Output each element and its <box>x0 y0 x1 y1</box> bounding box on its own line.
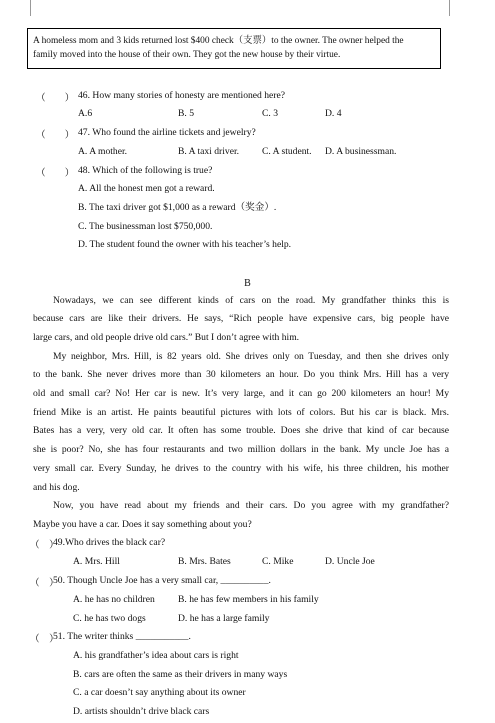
q51-option-d: D. artists shouldn’t drive black cars <box>73 706 210 717</box>
page-corner-mark-right <box>449 0 450 16</box>
q51-option-c: C. a car doesn’t say anything about its owner <box>73 687 246 698</box>
passage-line-6: old and small car? No! Her car is new. It’s very large, and it can go 200 kilometers an hour! My <box>33 388 449 399</box>
q47-option-d: D. A businessman. <box>325 146 397 157</box>
passage-line-3: large cars, and old people drive old cars.” But I don’t agree with him. <box>33 332 300 343</box>
question-49-stem: 49.Who drives the black car? <box>53 537 166 548</box>
q50-option-a: A. he has no children <box>73 594 155 605</box>
q49-option-a: A. Mrs. Hill <box>73 556 120 567</box>
passage-line-4: My neighbor, Mrs. Hill, is 82 years old. She drives only on Tuesday, and then she drives only <box>53 351 449 362</box>
passage-line-8: Bates has a very, very old car. It often has some trouble. Does she drive that kind of car because <box>33 425 449 436</box>
q46-option-d: D. 4 <box>325 108 342 119</box>
q51-option-b: B. cars are often the same as their drivers in many ways <box>73 669 288 680</box>
passage-line-1: Nowadays, we can see different kinds of cars on the road. My grandfather thinks this is <box>53 295 449 306</box>
summary-line-2: family moved into the house of their own. They got the new house by their virtue. <box>33 50 341 60</box>
q47-option-a: A. A mother. <box>78 146 128 157</box>
q48-option-c: C. The businessman lost $750,000. <box>78 221 213 232</box>
q47-option-c: C. A student. <box>262 146 312 157</box>
question-48-stem: 48. Which of the following is true? <box>78 165 213 176</box>
section-b-title: B <box>244 278 251 289</box>
q50-option-d: D. he has a large family <box>178 613 270 624</box>
passage-line-13: Maybe you have a car. Does it say something about you? <box>33 519 252 530</box>
question-46-stem: 46. How many stories of honesty are mentioned here? <box>78 90 286 101</box>
question-47-stem: 47. Who found the airline tickets and jewelry? <box>78 127 256 138</box>
answer-bracket-49[interactable]: （ ） <box>30 540 59 551</box>
passage-line-11: and his dog. <box>33 482 80 493</box>
q49-option-b: B. Mrs. Bates <box>178 556 231 567</box>
q48-option-b: B. The taxi driver got $1,000 as a reward（奖金）. <box>78 202 277 213</box>
q49-option-c: C. Mike <box>262 556 294 567</box>
answer-bracket-50[interactable]: （ ） <box>30 578 59 589</box>
answer-bracket-48[interactable]: （ ） <box>36 168 75 179</box>
q46-option-c: C. 3 <box>262 108 278 119</box>
passage-line-7: friend Mike is an artist. He paints beautiful pictures with lots of colors. But his car is black. Mrs. <box>33 407 449 418</box>
answer-bracket-51[interactable]: （ ） <box>30 634 59 645</box>
q51-option-a: A. his grandfather’s idea about cars is right <box>73 650 239 661</box>
page-corner-mark-left <box>30 0 31 16</box>
summary-line-1: A homeless mom and 3 kids returned lost $400 check（支票）to the owner. The owner helped the <box>33 36 404 46</box>
passage-line-2: because cars are like their drivers. He says, “Rich people have expensive cars, big people have <box>33 313 449 324</box>
passage-line-12: Now, you have read about my friends and their cars. Do you agree with my grandfather? <box>53 500 449 511</box>
passage-line-10: very small car. Every Sunday, he drives to the country with his wife, his three children, his mother <box>33 463 449 474</box>
question-50-stem: 50. Though Uncle Joe has a very small car, __________. <box>53 575 271 586</box>
q47-option-b: B. A taxi driver. <box>178 146 240 157</box>
question-51-stem: 51. The writer thinks ___________. <box>53 631 191 642</box>
q50-option-c: C. he has two dogs <box>73 613 146 624</box>
answer-bracket-46[interactable]: （ ） <box>36 93 75 104</box>
q48-option-d: D. The student found the owner with his teacher’s help. <box>78 239 292 250</box>
q48-option-a: A. All the honest men got a reward. <box>78 183 215 194</box>
summary-box <box>27 28 441 69</box>
q46-option-a: A.6 <box>78 108 93 119</box>
passage-line-5: to the bank. She never drives more than 30 kilometers an hour. Do you think Mrs. Hill has a very <box>33 369 449 380</box>
answer-bracket-47[interactable]: （ ） <box>36 130 75 141</box>
q50-option-b: B. he has few members in his family <box>178 594 319 605</box>
q49-option-d: D. Uncle Joe <box>325 556 375 567</box>
passage-line-9: she is poor? No, she has four restaurants and two million dollars in the bank. My uncle Joe has a <box>33 444 449 455</box>
q46-option-b: B. 5 <box>178 108 194 119</box>
